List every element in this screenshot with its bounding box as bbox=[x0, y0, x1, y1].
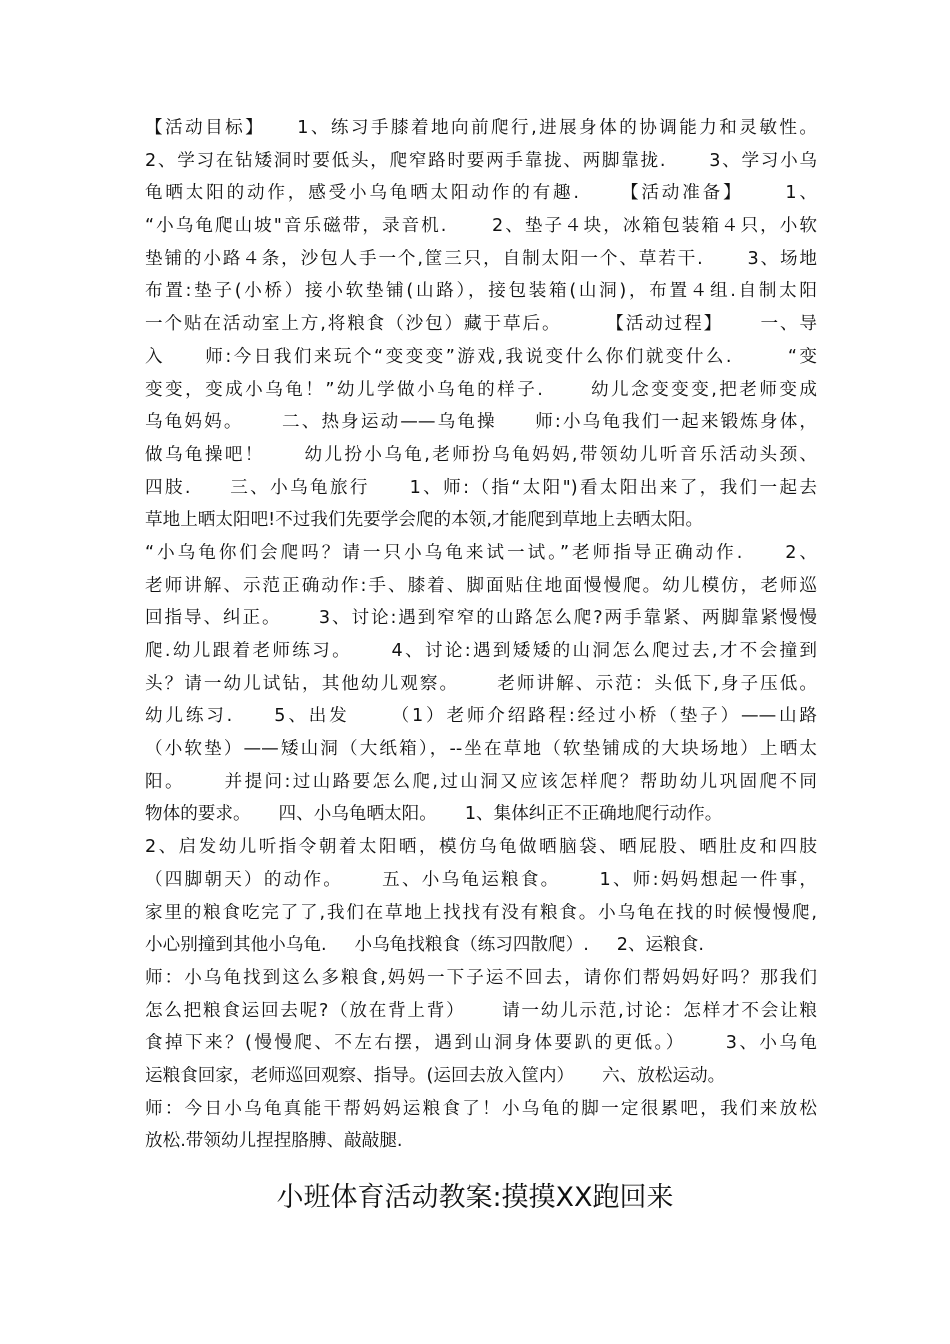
body-line: 草地上晒太阳吧!不过我们先要学会爬的本领,才能爬到草地上去晒太阳。 bbox=[145, 510, 704, 531]
body-line: 回指导、纠正。 3、讨论:遇到窄窄的山路怎么爬?两手靠紧、两脚靠紧慢慢 bbox=[145, 608, 817, 629]
next-section-title: 小班体育活动教案:摸摸XX跑回来 bbox=[276, 1182, 674, 1213]
body-line: 乌龟妈妈。 二、热身运动——乌龟操 师:小乌龟我们一起来锻炼身体， bbox=[145, 412, 817, 433]
body-line: 老师讲解、示范正确动作:手、膝着、脚面贴住地面慢慢爬。幼儿模仿，老师巡 bbox=[145, 575, 817, 596]
body-line: 小心别撞到其他小乌龟. 小乌龟找粮食（练习四散爬）. 2、运粮食. bbox=[145, 935, 704, 956]
body-line: 一个贴在活动室上方,将粮食（沙包）藏于草后。 【活动过程】 一、导 bbox=[145, 314, 817, 335]
body-line: 师：小乌龟找到这么多粮食,妈妈一下子运不回去，请你们帮妈妈好吗？那我们 bbox=[145, 967, 817, 988]
body-line: 龟晒太阳的动作，感受小乌龟晒太阳动作的有趣. 【活动准备】 1、 bbox=[145, 183, 817, 204]
body-line: 四肢. 三、小乌龟旅行 1、师:（指“太阳")看太阳出来了，我们一起去 bbox=[145, 477, 817, 498]
body-line: 家里的粮食吃完了了,我们在草地上找找有没有粮食。小乌龟在找的时候慢慢爬, bbox=[145, 902, 817, 923]
body-line: 入 师:今日我们来玩个“变变变”游戏,我说变什么你们就变什么. “变 bbox=[145, 346, 817, 367]
body-line: 物体的要求。 四、小乌龟晒太阳。 1、集体纠正不正确地爬行动作。 bbox=[145, 804, 723, 825]
body-line: 阳。 并提问:过山路要怎么爬,过山洞又应该怎样爬？帮助幼儿巩固爬不同 bbox=[145, 771, 817, 792]
lesson-plan-body bbox=[145, 112, 817, 1158]
body-line: 【活动目标】 1、练习手膝着地向前爬行,进展身体的协调能力和灵敏性。 bbox=[145, 118, 817, 138]
body-line: 头？请一幼儿试钻，其他幼儿观察。 老师讲解、示范：头低下,身子压低。 bbox=[145, 673, 817, 694]
body-line: （四脚朝天）的动作。 五、小乌龟运粮食。 1、师:妈妈想起一件事， bbox=[145, 869, 817, 890]
body-line: 放松.带领幼儿捏捏胳膊、敲敲腿. bbox=[145, 1131, 403, 1152]
body-line: 运粮食回家，老师巡回观察、指导。(运回去放入筐内） 六、放松运动。 bbox=[145, 1065, 726, 1086]
body-line: 布置:垫子(小桥）接小软垫铺(山路），接包装箱(山洞)，布置４组.自制太阳 bbox=[145, 281, 817, 302]
body-line: “小乌龟你们会爬吗？请一只小乌龟来试一试。”老师指导正确动作. 2、 bbox=[145, 542, 817, 563]
body-line: 怎么把粮食运回去呢?（放在背上背） 请一幼儿示范,讨论：怎样才不会让粮 bbox=[145, 1000, 817, 1021]
body-line: 2、启发幼儿听指令朝着太阳晒，模仿乌龟做晒脑袋、晒屁股、晒肚皮和四肢 bbox=[145, 837, 817, 858]
body-line: 食掉下来？(慢慢爬、不左右摆，遇到山洞身体要趴的更低。） 3、小乌龟 bbox=[145, 1033, 817, 1054]
body-line: 变变，变成小乌龟！”幼儿学做小乌龟的样子. 幼儿念变变变,把老师变成 bbox=[145, 379, 817, 400]
body-line: 幼儿练习. 5、出发 （1）老师介绍路程:经过小桥（垫子）——山路 bbox=[145, 706, 817, 727]
body-line: 2、学习在钻矮洞时要低头，爬窄路时要两手靠拢、两脚靠拢. 3、学习小乌 bbox=[145, 150, 817, 171]
body-line: 做乌龟操吧！ 幼儿扮小乌龟,老师扮乌龟妈妈,带领幼儿听音乐活动头颈、 bbox=[145, 444, 817, 465]
body-line: 爬.幼儿跟着老师练习。 4、讨论:遇到矮矮的山洞怎么爬过去,才不会撞到 bbox=[145, 641, 817, 661]
body-line: 垫铺的小路４条，沙包人手一个,筐三只，自制太阳一个、草若干. 3、场地 bbox=[145, 248, 817, 269]
body-line: “小乌龟爬山坡"音乐磁带，录音机. 2、垫子４块，冰箱包装箱４只，小软 bbox=[145, 216, 817, 237]
body-line: 师：今日小乌龟真能干帮妈妈运粮食了！小乌龟的脚一定很累吧，我们来放松 bbox=[145, 1098, 817, 1119]
body-line: （小软垫）——矮山洞（大纸箱），--坐在草地（软垫铺成的大块场地）上晒太 bbox=[145, 739, 817, 760]
